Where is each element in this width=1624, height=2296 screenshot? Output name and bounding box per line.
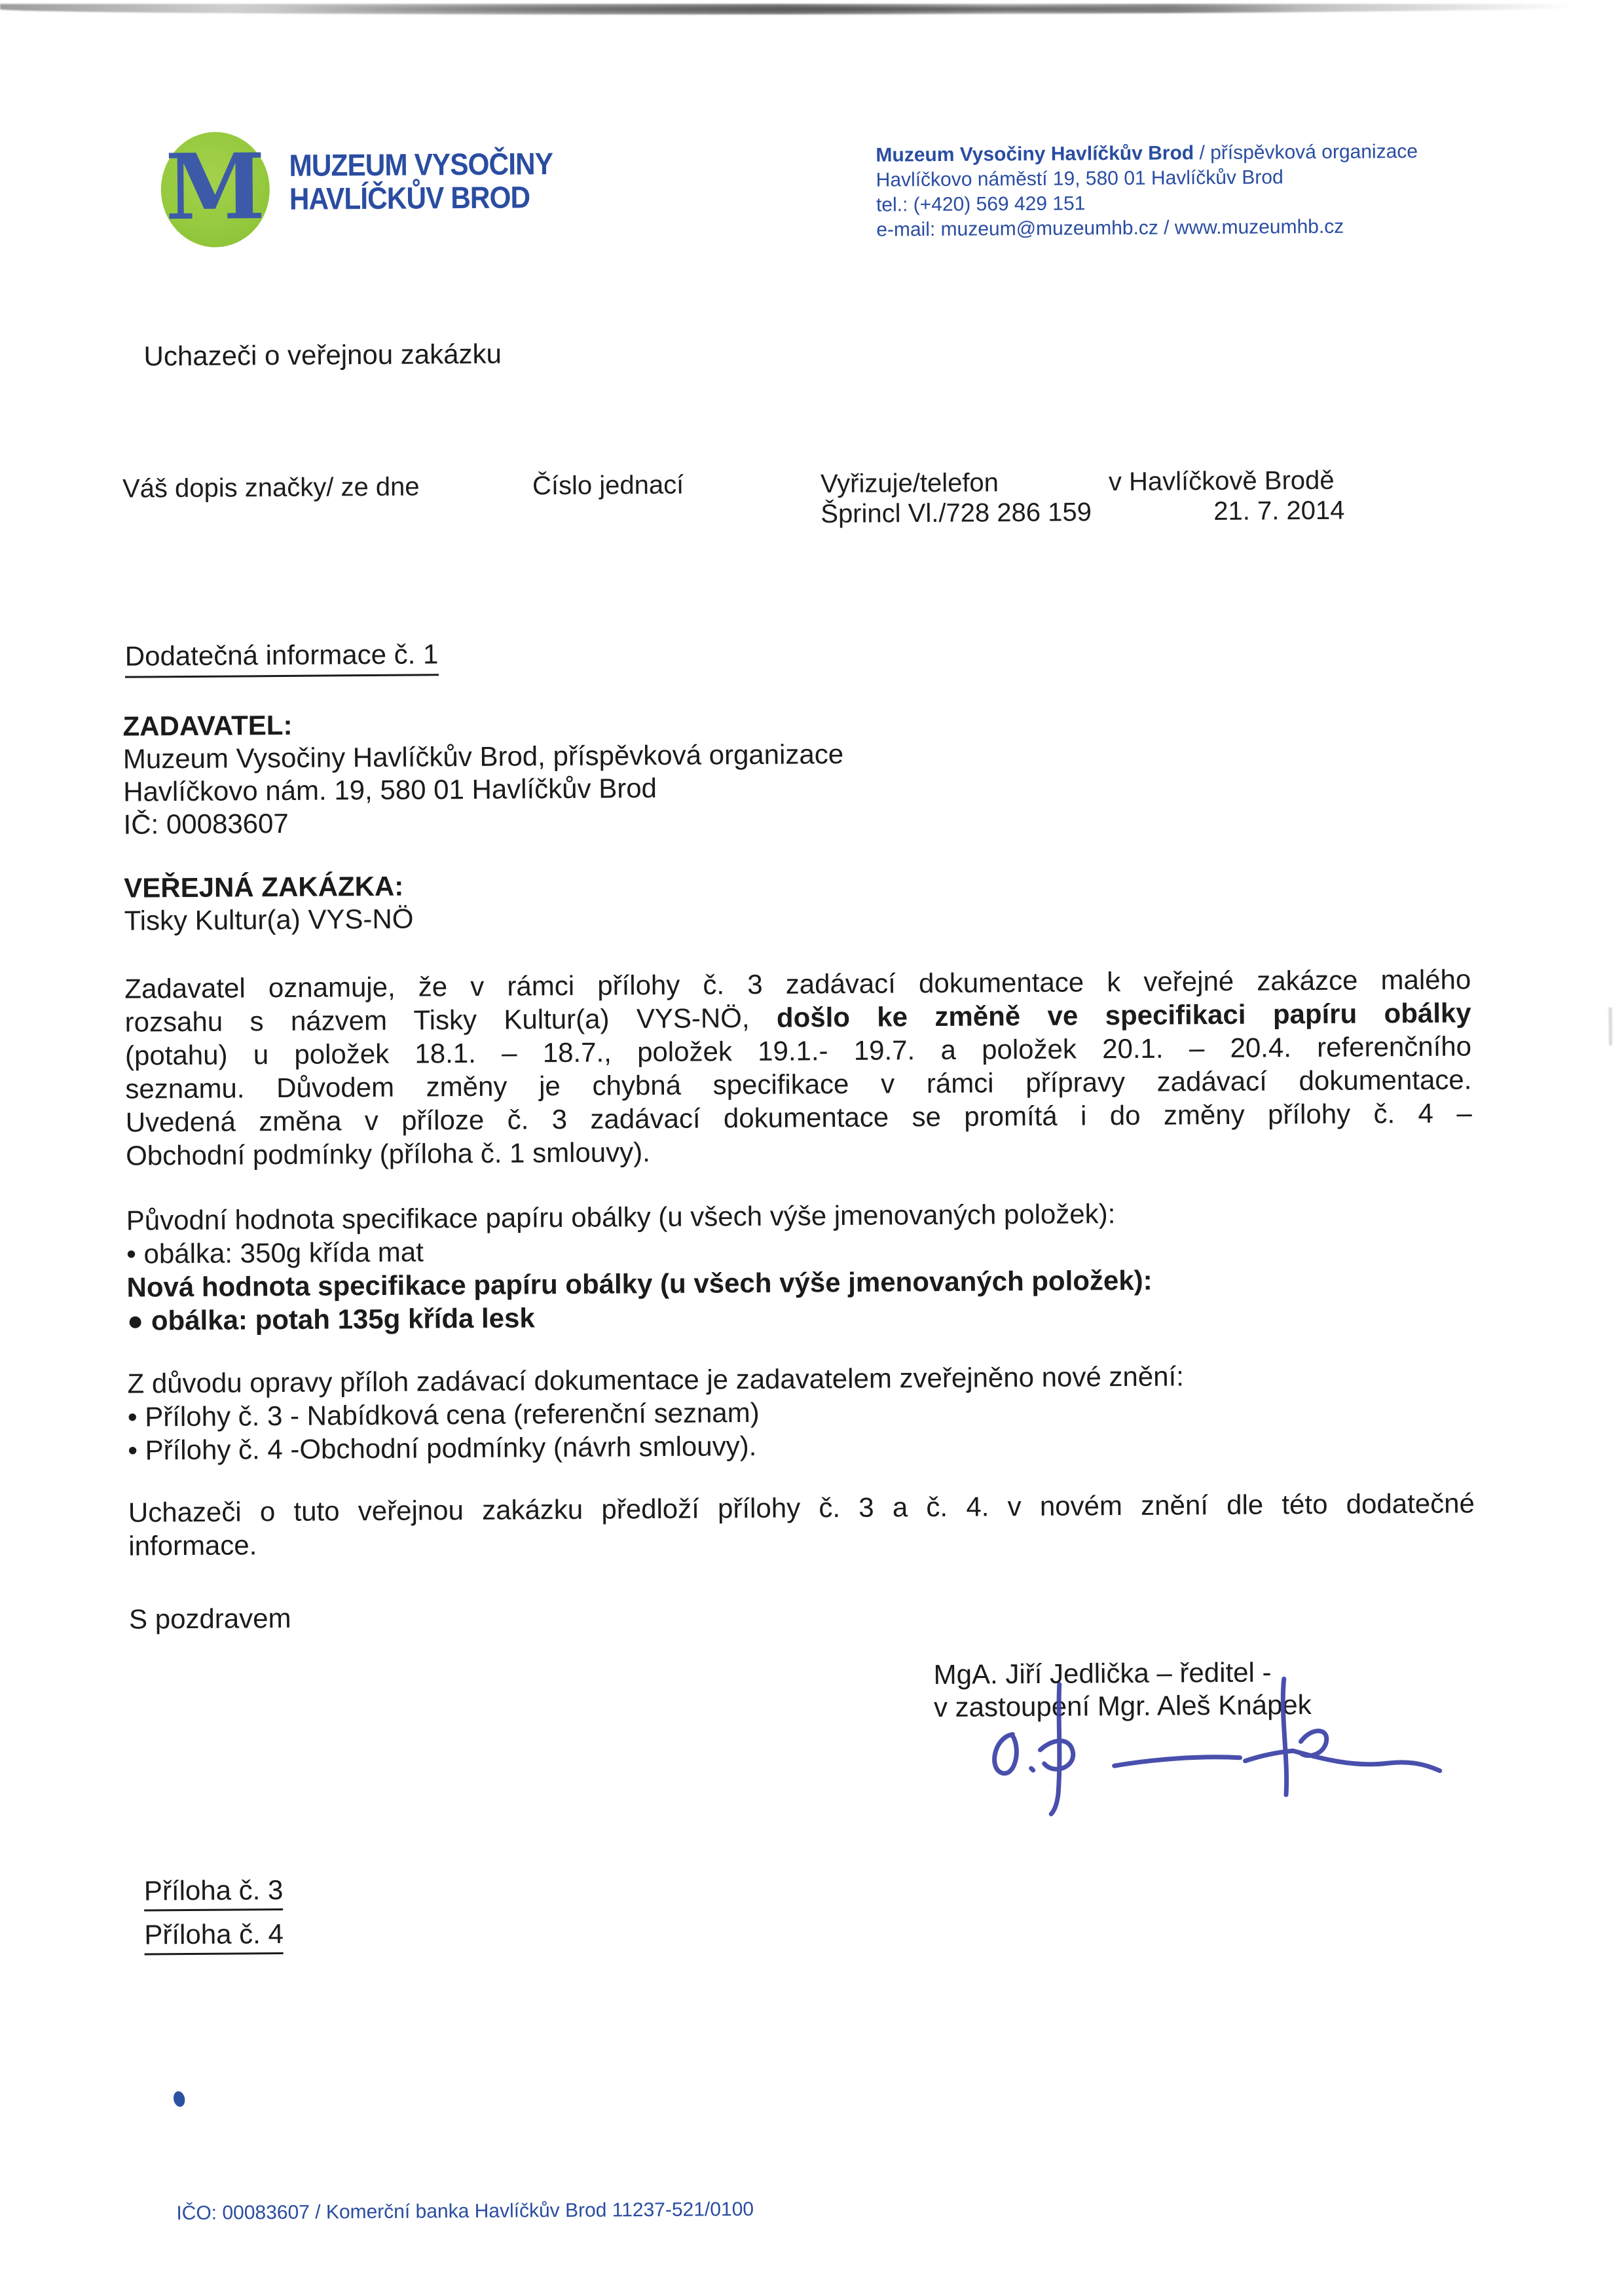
zadavatel-label: ZADAVATEL: bbox=[122, 709, 293, 742]
museum-logo bbox=[160, 132, 270, 247]
attachments-list bbox=[144, 1874, 284, 1963]
zadavatel-org: Muzeum Vysočiny Havlíčkův Brod, příspěvková organizace bbox=[122, 738, 844, 774]
signatory-deputy: v zastoupení Mgr. Aleš Knápek bbox=[933, 1689, 1312, 1723]
zakazka-name: Tisky Kultur(a) VYS-NÖ bbox=[124, 903, 414, 936]
organization-name-line2: HAVLÍČKŮV BROD bbox=[289, 179, 530, 216]
contact-org-type: / příspěvková organizace bbox=[1194, 140, 1418, 164]
contact-phone: tel.: (+420) 569 429 151 bbox=[876, 192, 1086, 216]
ref-date-value: 21. 7. 2014 bbox=[1213, 496, 1345, 526]
organization-name bbox=[289, 147, 553, 215]
zadavatel-block bbox=[122, 705, 844, 841]
signatory-name-title: MgA. Jiří Jedlička – ředitel - bbox=[933, 1656, 1272, 1690]
zakazka-label: VEŘEJNÁ ZAKÁZKA: bbox=[124, 870, 404, 903]
ref-handler-value: Šprincl Vl./728 286 159 bbox=[821, 498, 1092, 529]
ref-col-place: v Havlíčkově Brodě bbox=[1108, 465, 1335, 497]
footer-bank-info: IČO: 00083607 / Komerční banka Havlíčkův Brod 11237-521/0100 bbox=[176, 2198, 754, 2225]
contact-email-web: e-mail: muzeum@muzeumhb.cz / www.muzeumhb.cz bbox=[876, 215, 1344, 241]
museum-logo-monogram: M bbox=[164, 133, 266, 241]
paragraph-instruction: Uchazeči o tuto veřejnou zakázku předloží přílohy č. 3 a č. 4. v novém znění dle této dodatečné informace. bbox=[128, 1487, 1475, 1561]
ink-dot-artifact bbox=[172, 2090, 187, 2108]
zadavatel-ic: IČ: 00083607 bbox=[123, 807, 289, 840]
zakazka-block bbox=[124, 870, 414, 938]
closing-salutation: S pozdravem bbox=[128, 1602, 291, 1635]
recipient-line: Uchazeči o veřejnou zakázku bbox=[143, 338, 502, 372]
ref-col-file-no: Číslo jednací bbox=[532, 470, 684, 501]
ref-col-handler: Vyřizuje/telefon bbox=[820, 468, 999, 499]
scan-artifact-right-edge bbox=[1609, 1008, 1612, 1046]
contact-name-line bbox=[876, 139, 1418, 168]
organization-name-line1: MUZEUM VYSOČINY bbox=[289, 146, 553, 183]
contact-org-name: Muzeum Vysočiny Havlíčkův Brod bbox=[876, 142, 1194, 166]
attachment-4: Příloha č. 4 bbox=[144, 1918, 284, 1955]
paragraph-spec-values: Původní hodnota specifikace papíru obálky (u všech výše jmenovaných položek): • obálka: 350g křída mat Nová hodnota specifikace papíru obálky (u všech výše jmenovaných položek): ● obálka: potah 135g křída lesk bbox=[126, 1198, 1153, 1336]
ref-col-your-ref: Váš dopis značky/ ze dne bbox=[122, 472, 420, 503]
paragraph-new-attachments: Z důvodu opravy příloh zadávací dokumentace je zadavatelem zveřejněno nové znění: • Přílohy č. 3 - Nabídková cena (referenční seznam) • Přílohy č. 4 -Obchodní podmínky (návrh smlouvy). bbox=[127, 1360, 1184, 1466]
contact-address: Havlíčkovo náměstí 19, 580 01 Havlíčkův Brod bbox=[876, 166, 1283, 191]
signature-ink bbox=[947, 1667, 1446, 1825]
letterhead-contact-block bbox=[876, 139, 1418, 243]
subject-heading: Dodatečná informace č. 1 bbox=[125, 638, 439, 678]
zadavatel-address: Havlíčkovo nám. 19, 580 01 Havlíčkův Brod bbox=[123, 772, 657, 807]
attachment-3: Příloha č. 3 bbox=[144, 1874, 284, 1911]
paragraph-change-announcement: Zadavatel oznamuje, že v rámci přílohy č. 3 zadávací dokumentace k veřejné zakázce malého rozsahu s názvem Tisky Kultur(a) VYS-NÖ, došlo ke změně ve specifikaci papíru obálky (potahu) u položek 18.1. – 18.7., položek 19.1.- 19.7. a položek 20.1. – 20.4. referenčního seznamu. Důvodem změny je chybná specifikace v rámci přípravy zadávací dokumentace. Uvedená změna v příloze č. 3 zadávací dokumentace se promítá i do změny přílohy č. 4 – Obchodní podmínky (příloha č. 1 smlouvy). bbox=[124, 964, 1472, 1171]
